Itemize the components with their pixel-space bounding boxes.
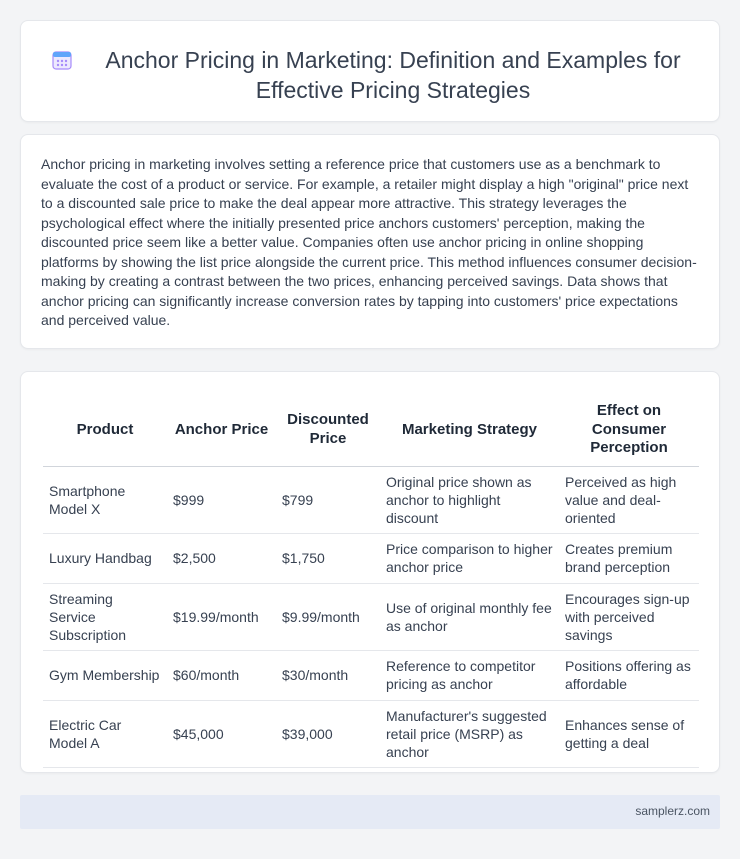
cell-product: Electric Car Model A (43, 700, 167, 767)
table-row (43, 583, 699, 650)
table-card (20, 371, 720, 773)
table-row (43, 700, 699, 767)
cell-discounted-price: $799 (276, 466, 380, 533)
table-row (43, 533, 699, 583)
cell-discounted-price: $39,000 (276, 700, 380, 767)
footer-bar (20, 795, 720, 829)
cell-anchor-price: $19.99/month (167, 583, 276, 650)
cell-product: Streaming Service Subscription (43, 583, 167, 650)
table-row (43, 650, 699, 700)
cell-anchor-price: $60/month (167, 650, 276, 700)
table-header-row (43, 394, 699, 466)
cell-discounted-price: $30/month (276, 650, 380, 700)
cell-product: Luxury Handbag (43, 533, 167, 583)
cell-strategy: Reference to competitor pricing as anchor (380, 650, 559, 700)
header-effect: Effect on Consumer Perception (559, 394, 699, 466)
cell-strategy: Price comparison to higher anchor price (380, 533, 559, 583)
cell-strategy: Manufacturer's suggested retail price (MSRP) as anchor (380, 700, 559, 767)
description-card (20, 134, 720, 349)
cell-product: Smartphone Model X (43, 466, 167, 533)
header-marketing-strategy: Marketing Strategy (380, 394, 559, 466)
cell-anchor-price: $999 (167, 466, 276, 533)
cell-strategy: Original price shown as anchor to highlight discount (380, 466, 559, 533)
cell-anchor-price: $2,500 (167, 533, 276, 583)
description-text: Anchor pricing in marketing involves setting a reference price that customers use as a benchmark to evaluate the cost of a product or service. For example, a retailer might display a high "original" price next to a discounted sale price to make the deal appear more attractive. This strategy leverages the psychological effect where the initially presented price anchors customers' perception, making the discounted price seem like a better value. Companies often use anchor pricing in online shopping platforms by showing the list price alongside the current price. This method influences consumer decision-making by creating a contrast between the two prices, enhancing perceived savings. Data shows that anchor pricing can significantly increase conversion rates by tapping into customers' price expectations and perceived value. (41, 156, 697, 328)
calendar-icon (51, 49, 73, 71)
header-discounted-price: Discounted Price (276, 394, 380, 466)
cell-effect: Perceived as high value and deal-oriented (559, 466, 699, 533)
cell-discounted-price: $1,750 (276, 533, 380, 583)
title-card (20, 20, 720, 122)
cell-strategy: Use of original monthly fee as anchor (380, 583, 559, 650)
cell-effect: Creates premium brand perception (559, 533, 699, 583)
table-row (43, 466, 699, 533)
footer-site-link[interactable]: samplerz.com (635, 804, 710, 818)
cell-product: Gym Membership (43, 650, 167, 700)
cell-discounted-price: $9.99/month (276, 583, 380, 650)
cell-effect: Encourages sign-up with perceived savings (559, 583, 699, 650)
page-title: Anchor Pricing in Marketing: Definition and Examples for Effective Pricing Strategies (105, 47, 681, 103)
cell-anchor-price: $45,000 (167, 700, 276, 767)
cell-effect: Positions offering as affordable (559, 650, 699, 700)
cell-effect: Enhances sense of getting a deal (559, 700, 699, 767)
header-product: Product (43, 394, 167, 466)
header-anchor-price: Anchor Price (167, 394, 276, 466)
pricing-table (43, 394, 699, 768)
